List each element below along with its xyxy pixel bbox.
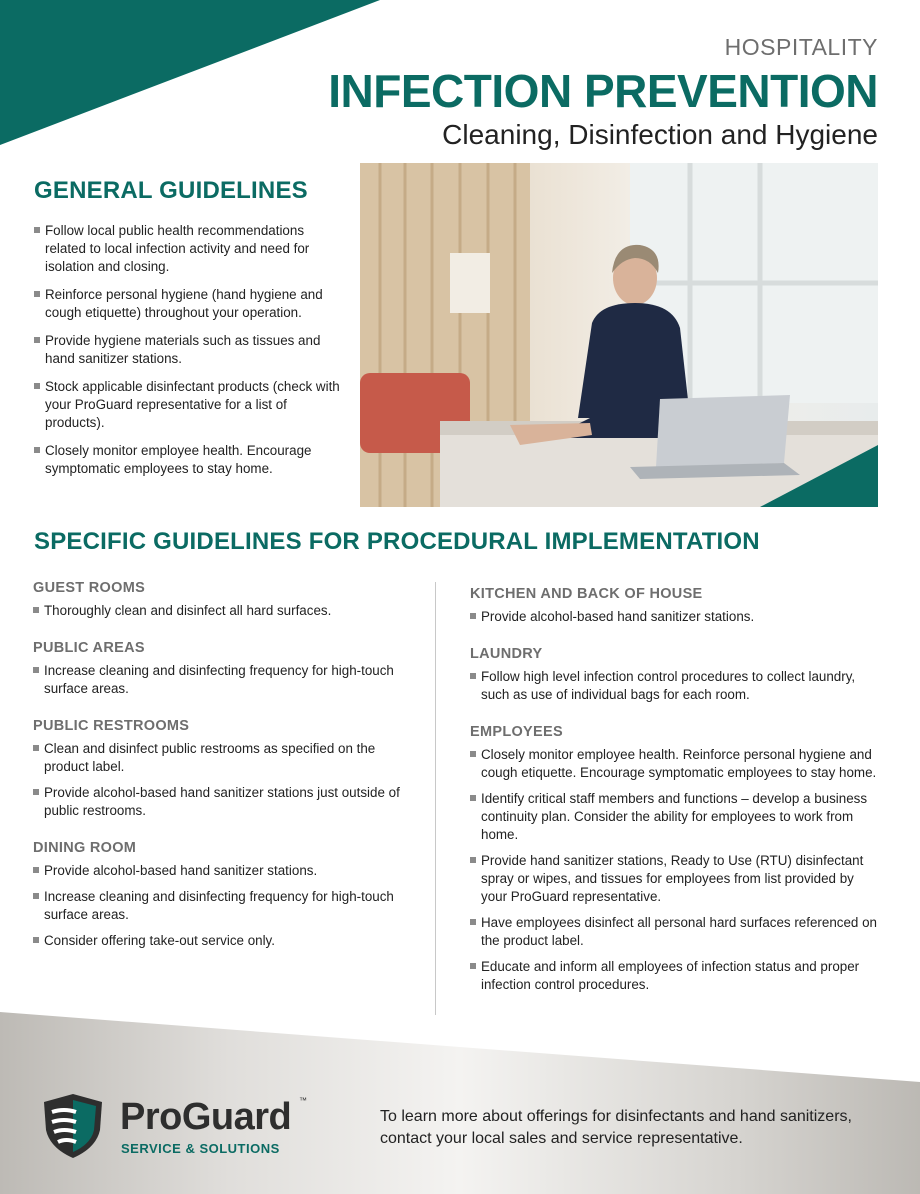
general-guidelines-heading: GENERAL GUIDELINES [34, 177, 308, 204]
employees-list [470, 746, 880, 994]
public-restrooms-heading: PUBLIC RESTROOMS [33, 718, 190, 734]
column-divider [435, 582, 436, 1015]
header-kicker: HOSPITALITY [724, 34, 878, 60]
public-areas-list [33, 662, 403, 698]
list-item: Stock applicable disinfectant products (check with your ProGuard representative for a list of products). [34, 378, 344, 432]
kitchen-list [470, 608, 880, 626]
dining-room-list [33, 862, 403, 950]
guest-rooms-heading: GUEST ROOMS [33, 580, 146, 596]
laundry-heading: LAUNDRY [470, 646, 543, 662]
list-item: Provide hand sanitizer stations, Ready to Use (RTU) disinfectant spray or wipes, and tissues for employees from list provided by your ProGuard representative. [470, 852, 880, 906]
list-item: Consider offering take-out service only. [33, 932, 403, 950]
page-subtitle: Cleaning, Disinfection and Hygiene [442, 119, 878, 150]
laundry-list [470, 668, 880, 704]
list-item: Clean and disinfect public restrooms as specified on the product label. [33, 740, 403, 776]
public-restrooms-list [33, 740, 403, 820]
specific-guidelines-heading: SPECIFIC GUIDELINES FOR PROCEDURAL IMPLEMENTATION [34, 528, 760, 555]
footer-contact-text: To learn more about offerings for disinfectants and hand sanitizers, contact your local sales and service representative. [380, 1108, 852, 1147]
corner-accent-triangle [0, 0, 380, 145]
dining-room-heading: DINING ROOM [33, 840, 137, 856]
guest-rooms-list [33, 602, 403, 620]
specific-left-column [33, 580, 403, 970]
logo-trademark: ™ [299, 1096, 307, 1105]
page-title: INFECTION PREVENTION [328, 65, 878, 117]
public-areas-heading: PUBLIC AREAS [33, 640, 145, 656]
logo-wordmark: ProGuard [120, 1096, 292, 1138]
list-item: Closely monitor employee health. Encourage symptomatic employees to stay home. [34, 442, 344, 478]
list-item: Educate and inform all employees of infection status and proper infection control procedures. [470, 958, 880, 994]
list-item: Provide alcohol-based hand sanitizer stations. [33, 862, 403, 880]
list-item: Have employees disinfect all personal hard surfaces referenced on the product label. [470, 914, 880, 950]
list-item: Increase cleaning and disinfecting frequency for high-touch surface areas. [33, 888, 403, 924]
list-item: Provide alcohol-based hand sanitizer stations. [470, 608, 880, 626]
list-item: Provide alcohol-based hand sanitizer stations just outside of public restrooms. [33, 784, 403, 820]
list-item: Follow high level infection control procedures to collect laundry, such as use of individual bags for each room. [470, 668, 880, 704]
list-item: Increase cleaning and disinfecting frequency for high-touch surface areas. [33, 662, 403, 698]
list-item: Reinforce personal hygiene (hand hygiene and cough etiquette) throughout your operation. [34, 286, 344, 322]
hotel-guest-photo [360, 163, 878, 507]
list-item: Provide hygiene materials such as tissues and hand sanitizer stations. [34, 332, 344, 368]
shield-logo-icon [40, 1092, 106, 1160]
list-item: Thoroughly clean and disinfect all hard surfaces. [33, 602, 403, 620]
list-item: Closely monitor employee health. Reinforce personal hygiene and cough etiquette. Encourage symptomatic employees to stay home. [470, 746, 880, 782]
list-item: Follow local public health recommendations related to local infection activity and need for isolation and closing. [34, 222, 344, 276]
employees-heading: EMPLOYEES [470, 724, 563, 740]
specific-right-column [470, 586, 880, 1014]
kitchen-heading: KITCHEN AND BACK OF HOUSE [470, 586, 703, 602]
general-guidelines-list [34, 222, 344, 488]
logo-tagline: SERVICE & SOLUTIONS [121, 1141, 280, 1156]
proguard-logo [40, 1092, 320, 1162]
list-item: Identify critical staff members and functions – develop a business continuity plan. Consider the ability for employees to work from home. [470, 790, 880, 844]
